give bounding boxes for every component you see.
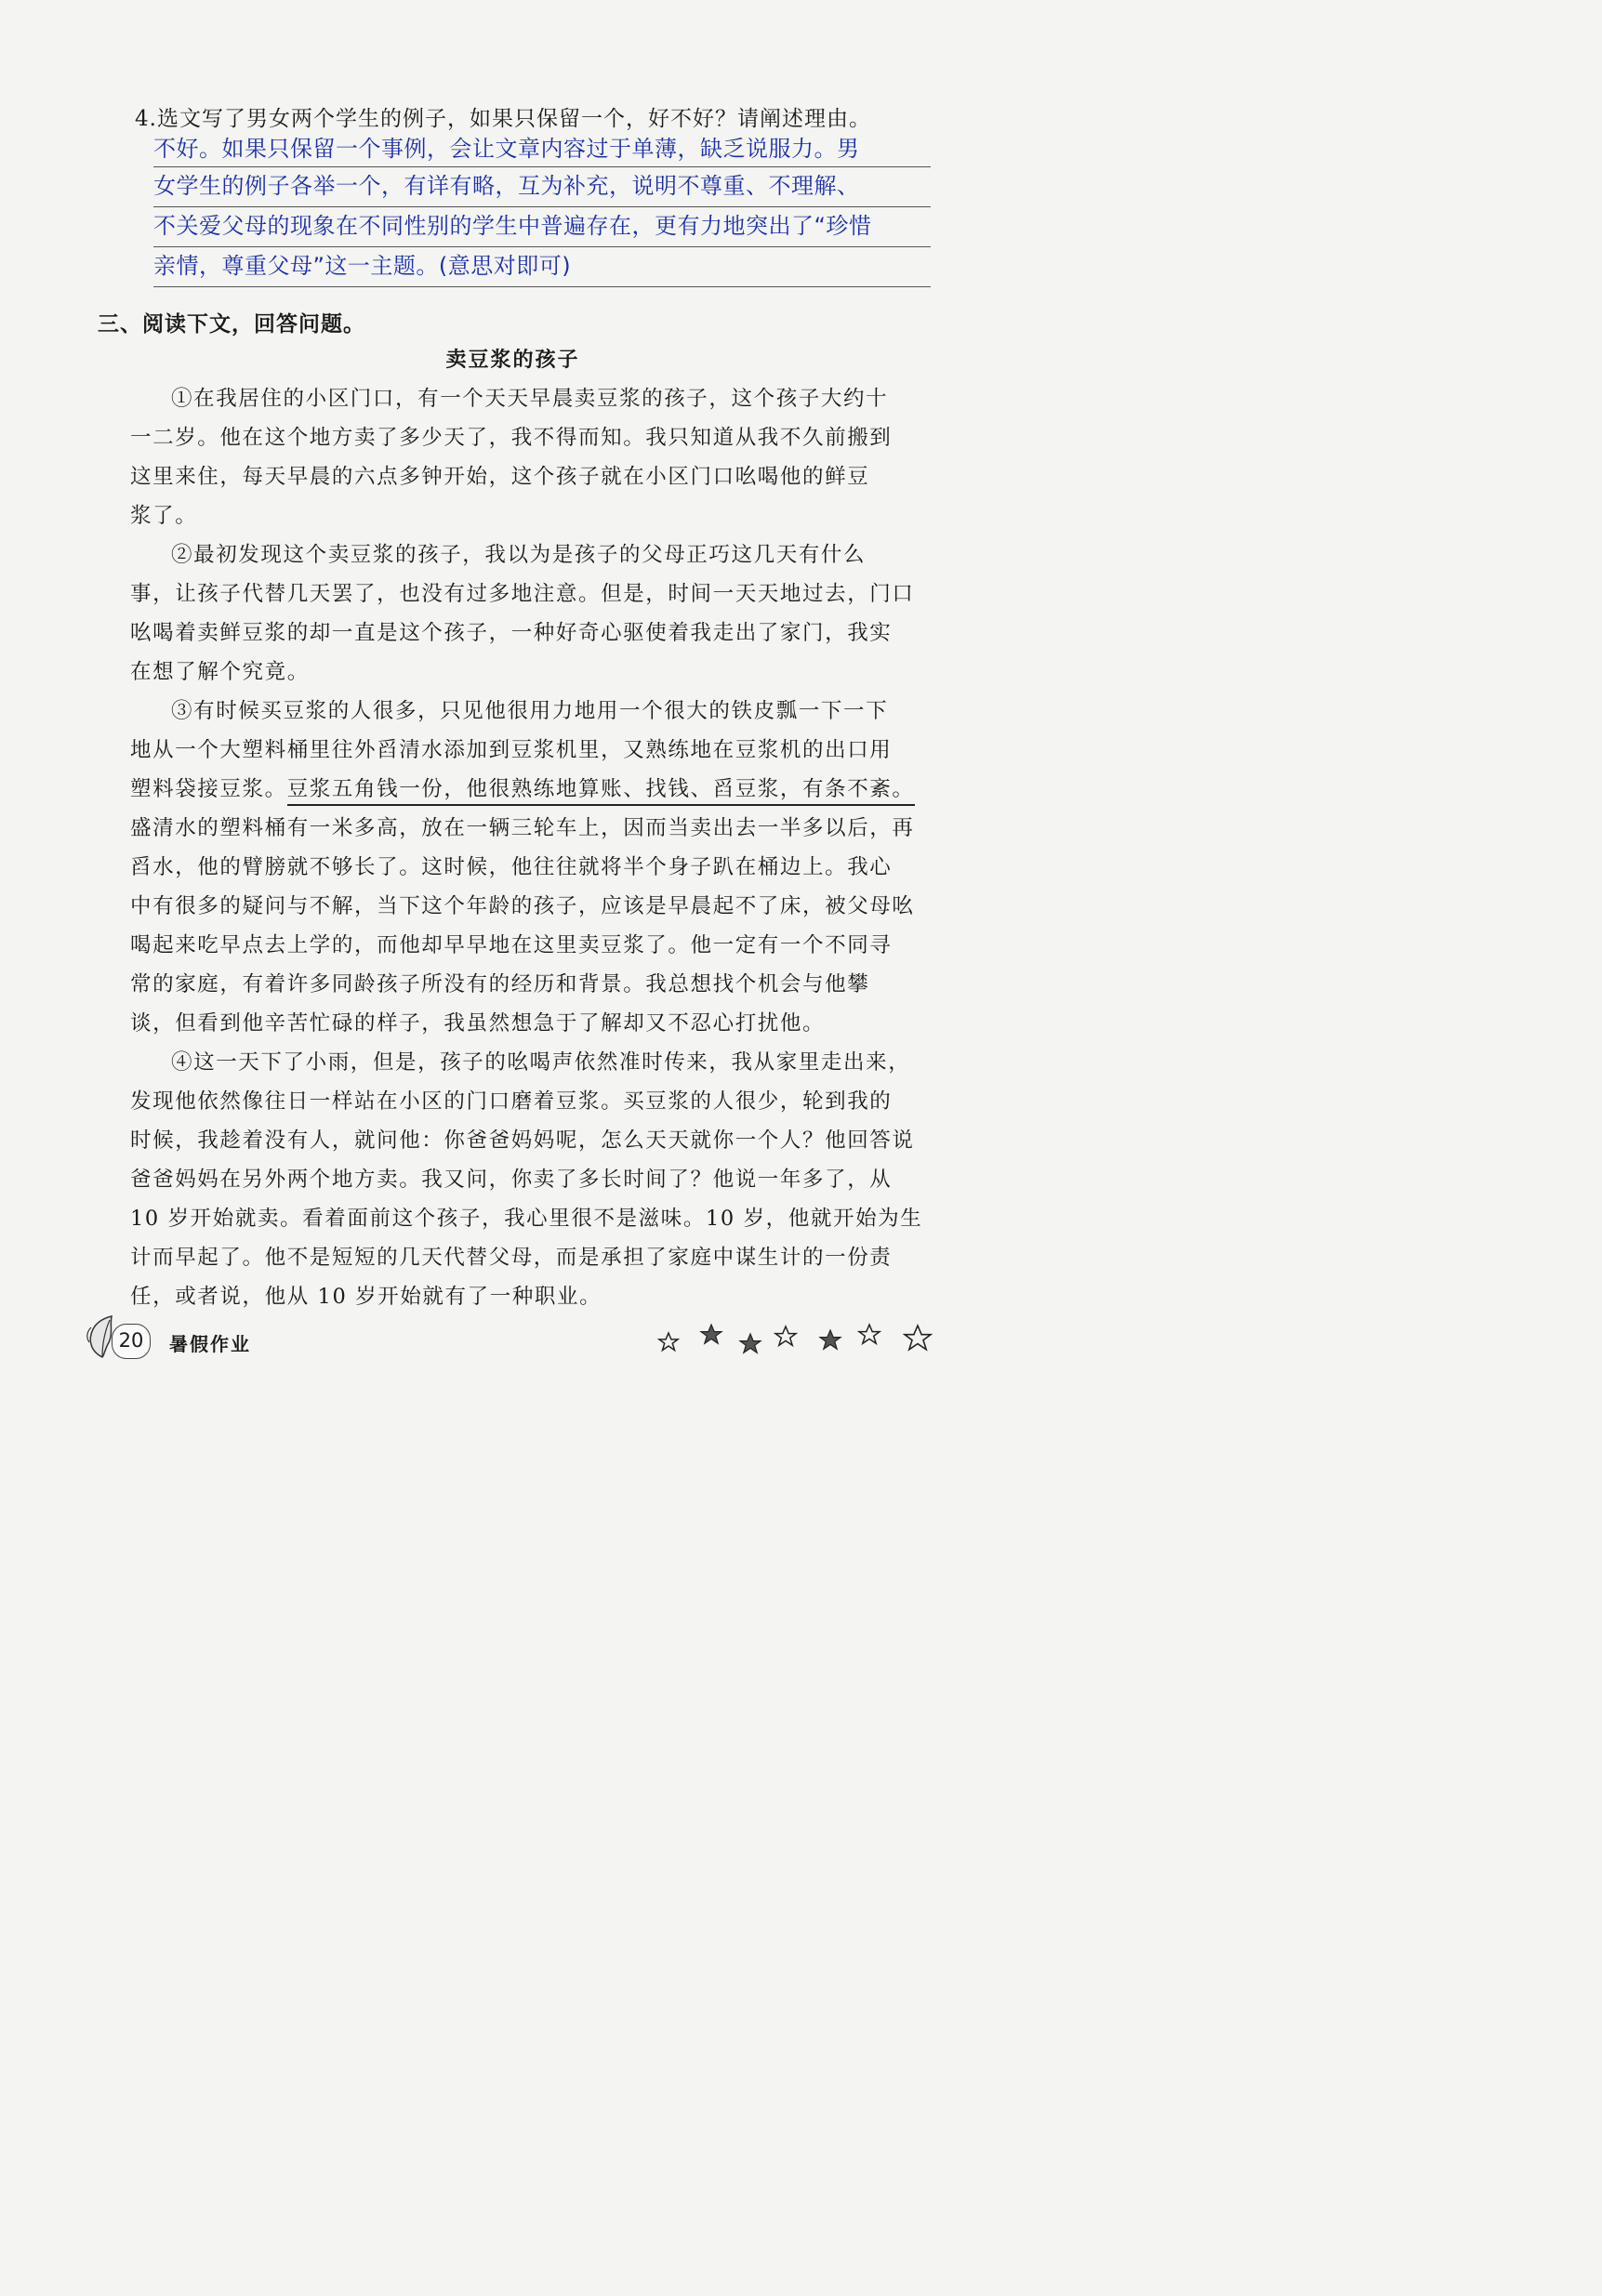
star-filled-icon [701,1325,722,1343]
article-line: 谈，但看到他辛苦忙碌的样子，我虽然想急于了解却又不忍心打扰他。 [130,1011,826,1036]
article-line: ④这一天下了小雨，但是，孩子的吆喝声依然准时传来，我从家里走出来， [171,1050,911,1075]
star-outline-icon [859,1325,880,1343]
page-footer [84,1314,939,1370]
article-line: 一二岁。他在这个地方卖了多少天了，我不得而知。我只知道从我不久前搬到 [130,426,893,450]
article-line: ②最初发现这个卖豆浆的孩子，我以为是孩子的父母正巧这几天有什么 [171,543,867,567]
question-4-answer [153,133,931,287]
star-filled-icon [820,1330,841,1349]
article-line: ③有时候买豆浆的人很多，只见他很用力地用一个很大的铁皮瓢一下一下 [171,699,889,723]
star-outline-icon [775,1326,796,1345]
page-number: 20 [112,1324,151,1359]
workbook-page [0,0,1026,1458]
article-line: 任，或者说，他从 10 岁开始就有了一种职业。 [130,1285,602,1309]
article-line: 时候，我趁着没有人，就问他：你爸爸妈妈呢，怎么天天就你一个人？他回答说 [130,1128,915,1153]
article-line-prefix: 塑料袋接豆浆。 [130,777,287,801]
article-line: 舀水，他的臂膀就不够长了。这时候，他往往就将半个身子趴在桶边上。我心 [130,855,893,879]
book-name: 暑假作业 [169,1333,251,1355]
article-line: 地从一个大塑料桶里往外舀清水添加到豆浆机里，又熟练地在豆浆机的出口用 [130,738,893,762]
article-line [130,770,935,809]
article-line: 吆喝着卖鲜豆浆的却一直是这个孩子，一种好奇心驱使着我走出了家门，我实 [130,621,893,645]
article-title: 卖豆浆的孩子 [445,349,580,372]
article-line: 事，让孩子代替几天罢了，也没有过多地注意。但是，时间一天天地过去，门口 [130,582,915,606]
article-line: 盛清水的塑料桶有一米多高，放在一辆三轮车上，因而当卖出去一半多以后，再 [130,816,915,840]
question-4-prompt: 4.选文写了男女两个学生的例子，如果只保留一个，好不好？请阐述理由。 [135,107,871,131]
article-line: 10 岁开始就卖。看着面前这个孩子，我心里很不是滋味。10 岁，他就开始为生 [130,1207,923,1231]
article-line: 发现他依然像往日一样站在小区的门口磨着豆浆。买豆浆的人很少，轮到我的 [130,1089,893,1114]
article-body [130,379,935,1316]
article-line: 喝起来吃早点去上学的，而他却早早地在这里卖豆浆了。他一定有一个不同寻 [130,933,893,957]
underlined-sentence: 豆浆五角钱一份，他很熟练地算账、找钱、舀豆浆，有条不紊。 [287,777,915,806]
rating-stars [655,1314,944,1361]
answer-line: 女学生的例子各举一个，有详有略，互为补充，说明不尊重、不理解、 [153,167,931,207]
star-filled-icon [740,1334,761,1353]
article-line: 浆了。 [130,504,198,528]
article-line: 常的家庭，有着许多同龄孩子所没有的经历和背景。我总想找个机会与他攀 [130,972,870,996]
answer-line: 亲情，尊重父母”这一主题。(意思对即可) [153,247,931,287]
article-line: 计而早起了。他不是短短的几天代替父母，而是承担了家庭中谋生计的一份责 [130,1246,893,1270]
article-line: 中有很多的疑问与不解，当下这个年龄的孩子，应该是早晨起不了床，被父母吆 [130,894,915,918]
article-line: 在想了解个究竟。 [130,660,310,684]
section-heading: 三、阅读下文，回答问题。 [98,312,365,336]
star-outline-icon [659,1333,678,1351]
article-line: 这里来住，每天早晨的六点多钟开始，这个孩子就在小区门口吆喝他的鲜豆 [130,465,870,489]
answer-line: 不好。如果只保留一个事例，会让文章内容过于单薄，缺乏说服力。男 [153,133,931,167]
article-line: 爸爸妈妈在另外两个地方卖。我又问，你卖了多长时间了？他说一年多了，从 [130,1168,893,1192]
article-line: ①在我居住的小区门口，有一个天天早晨卖豆浆的孩子，这个孩子大约十 [171,387,889,411]
star-outline-icon [905,1326,931,1350]
answer-line: 不关爱父母的现象在不同性别的学生中普遍存在，更有力地突出了“珍惜 [153,207,931,247]
